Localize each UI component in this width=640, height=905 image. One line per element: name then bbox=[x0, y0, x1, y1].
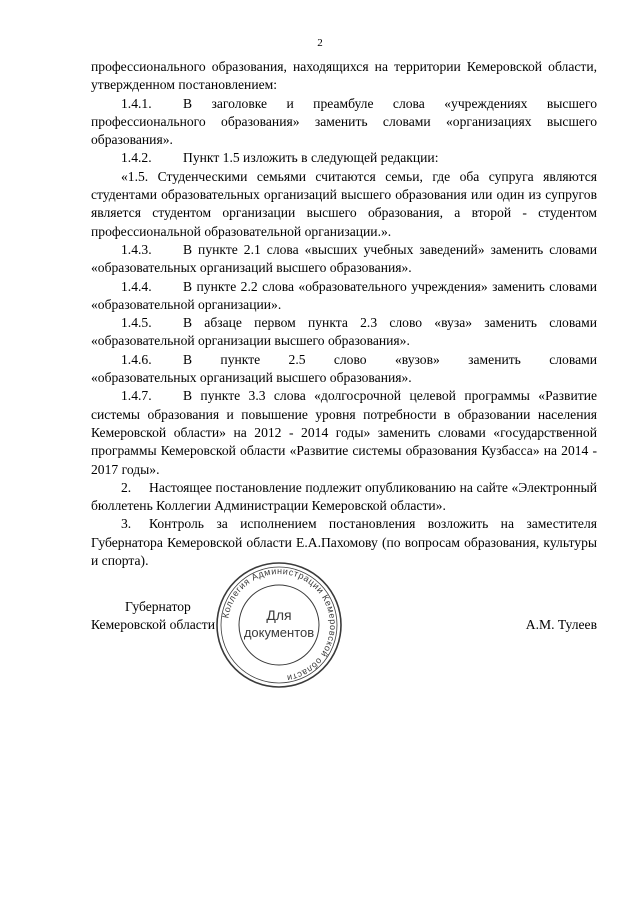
item-text: В пункте 2.1 слова «высших учебных заведений» заменить словами «образовательных организаций высшего образования». bbox=[91, 241, 597, 276]
stamp-center-line2: документов bbox=[243, 625, 315, 640]
item-text: В пункте 3.3 слова «долгосрочной целевой программы «Развитие системы образования и повышение уровня потребности в образовании населения Кемеровской области» на 2012 - 2014 годы» заменить словами «государственной программы Кемеровской области «Развитие системы образования Кузбасса» на 2014 - 2017 годы». bbox=[91, 388, 597, 477]
item-number: 1.4.7. bbox=[121, 388, 152, 404]
signatory-title bbox=[91, 598, 215, 635]
item-number: 3. bbox=[121, 516, 132, 532]
item-text: В пункте 2.2 слова «образовательного учреждения» заменить словами «образовательной организации». bbox=[91, 278, 597, 312]
paragraph-1-4-6 bbox=[91, 351, 597, 369]
paragraph-1-4-7 bbox=[91, 387, 597, 478]
item-text: В абзаце первом пункта 2.3 слово «вуза» заменить словами «образовательной организации высшего образования». bbox=[91, 315, 597, 349]
item-number: 1.4.5. bbox=[121, 315, 152, 331]
item-text: Настоящее постановление подлежит опубликованию на сайте «Электронный бюллетень Коллегии Администрации Кемеровской области». bbox=[91, 479, 597, 514]
document-body bbox=[91, 58, 597, 570]
item-number: 1.4.6. bbox=[121, 351, 152, 367]
paragraph-1-4-5 bbox=[91, 314, 597, 351]
paragraph-1-4-1 bbox=[91, 95, 597, 150]
paragraph-3 bbox=[91, 515, 597, 570]
page-number: 2 bbox=[317, 37, 323, 49]
item-number: 2. bbox=[121, 479, 132, 495]
stamp-ring-text: Коллегия Администрации Кемеровской области bbox=[220, 565, 339, 684]
paragraph-intro: профессионального образования, находящихся на территории Кемеровской области, утвержденном постановлением: bbox=[91, 59, 597, 93]
paragraph-1-4-4 bbox=[91, 278, 597, 315]
signatory-title-line2: Кемеровской области bbox=[91, 617, 216, 633]
item-text: В заголовке и преамбуле слова «учреждениях высшего профессионального образования» заменить словами «организациях высшего образования». bbox=[91, 95, 597, 148]
item-text: Контроль за исполнением постановления возложить на заместителя Губернатора Кемеровской области Е.А.Пахомову (по вопросам образования, культуры и спорта). bbox=[91, 516, 597, 569]
item-number: 1.4.1. bbox=[121, 95, 152, 111]
item-number: 1.4.3. bbox=[121, 241, 152, 257]
paragraph-1-4-2 bbox=[91, 149, 597, 167]
signatory-title-line1: Губернатор bbox=[125, 599, 191, 614]
paragraph-1-5-quote: «1.5. Студенческими семьями считаются семьи, где оба супруга являются студентами образовательных организаций высшего образования или один из супругов является студентом организации высшего образования, а второй - студентом профессиональной образовательной организации.». bbox=[91, 168, 597, 239]
stamp-center-line1: Для bbox=[266, 607, 292, 623]
item-number: 1.4.2. bbox=[121, 150, 152, 166]
paragraph-1-4-3 bbox=[91, 241, 597, 278]
paragraph-1-4-6-continued: «образовательных организаций высшего образования». bbox=[91, 370, 412, 386]
item-text: В пункте 2.5 слово «вузов» заменить словами bbox=[183, 351, 597, 367]
item-text: Пункт 1.5 изложить в следующей редакции: bbox=[183, 150, 439, 166]
signatory-name: А.М. Тулеев bbox=[525, 617, 597, 632]
paragraph-2 bbox=[91, 479, 597, 516]
official-stamp bbox=[214, 560, 344, 690]
item-number: 1.4.4. bbox=[121, 278, 152, 294]
